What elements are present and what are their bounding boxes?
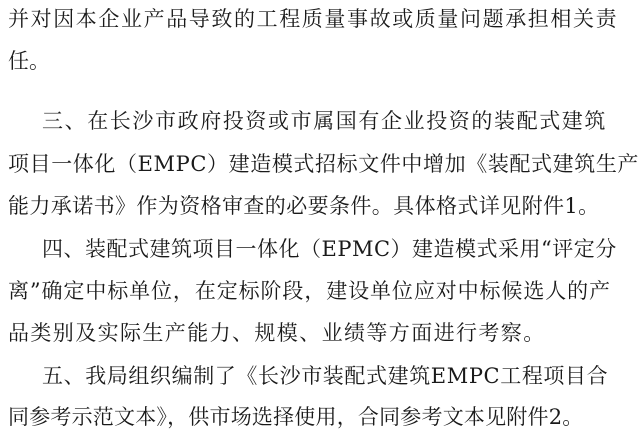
- section-three-line-2: 项目一体化（EMPC）建造模式招标文件中增加《装配式建筑生产: [8, 152, 640, 176]
- text-line-2: 任。: [8, 49, 50, 73]
- section-four-line-2: 离”确定中标单位，在定标阶段，建设单位应对中标候选人的产: [8, 279, 611, 303]
- section-three-line-1: 三、在长沙市政府投资或市属国有企业投资的装配式建筑: [42, 109, 607, 133]
- section-five-line-2: 同参考示范文本》，供市场选择使用，合同参考文本见附件2。: [8, 405, 584, 429]
- section-three-line-3: 能力承诺书》作为资格审查的必要条件。具体格式详见附件1。: [8, 194, 600, 218]
- text-line-1: 并对因本企业产品导致的工程质量事故或质量问题承担相关责: [8, 7, 619, 31]
- section-five-line-1: 五、我局组织编制了《长沙市装配式建筑EMPC工程项目合: [42, 364, 609, 388]
- section-four-line-1: 四、装配式建筑项目一体化（EPMC）建造模式采用“评定分: [42, 237, 617, 261]
- section-four-line-3: 品类别及实际生产能力、规模、业绩等方面进行考察。: [8, 321, 546, 345]
